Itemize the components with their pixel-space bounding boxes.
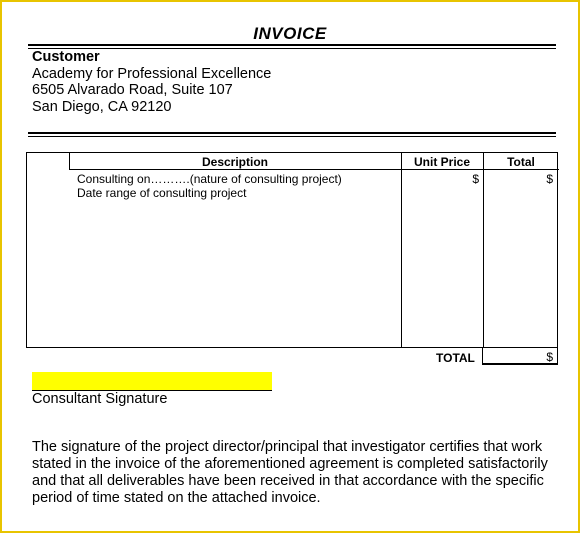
- header-rule: [69, 169, 559, 170]
- row-1-description: Consulting on……….(nature of consulting project): [77, 172, 342, 186]
- row-1-unit-price: $: [472, 172, 479, 186]
- signature-line[interactable]: [32, 372, 272, 391]
- certification-line: and that all deliverables have been received in that accordance with the specific: [32, 473, 544, 489]
- total-box: [482, 348, 558, 365]
- customer-address-line2: San Diego, CA 92120: [32, 99, 172, 115]
- header-description: Description: [201, 155, 268, 169]
- total-label: TOTAL: [436, 351, 475, 365]
- total-value: $: [546, 350, 553, 364]
- customer-rule-top: [28, 132, 556, 134]
- row-2-description: Date range of consulting project: [77, 186, 247, 200]
- header-unit-price: Unit Price: [413, 155, 470, 169]
- line-items-table: [26, 152, 558, 348]
- title-rule-top: [28, 44, 556, 46]
- row-1-total: $: [546, 172, 553, 186]
- invoice-title: INVOICE: [253, 24, 327, 43]
- signature-label: Consultant Signature: [32, 391, 168, 407]
- title-rule-bottom: [28, 48, 556, 49]
- certification-paragraph: [32, 439, 562, 507]
- customer-heading: Customer: [32, 49, 100, 65]
- customer-name: Academy for Professional Excellence: [32, 66, 272, 82]
- customer-address-line1: 6505 Alvarado Road, Suite 107: [32, 82, 233, 98]
- certification-line: stated in the invoice of the aforementioned agreement is completed satisfactorily: [32, 456, 548, 472]
- customer-rule-bottom: [28, 136, 556, 137]
- certification-line: The signature of the project director/principal that investigator certifies that work: [32, 439, 543, 455]
- header-total: Total: [507, 155, 535, 169]
- certification-line: period of time stated on the attached invoice.: [32, 490, 321, 506]
